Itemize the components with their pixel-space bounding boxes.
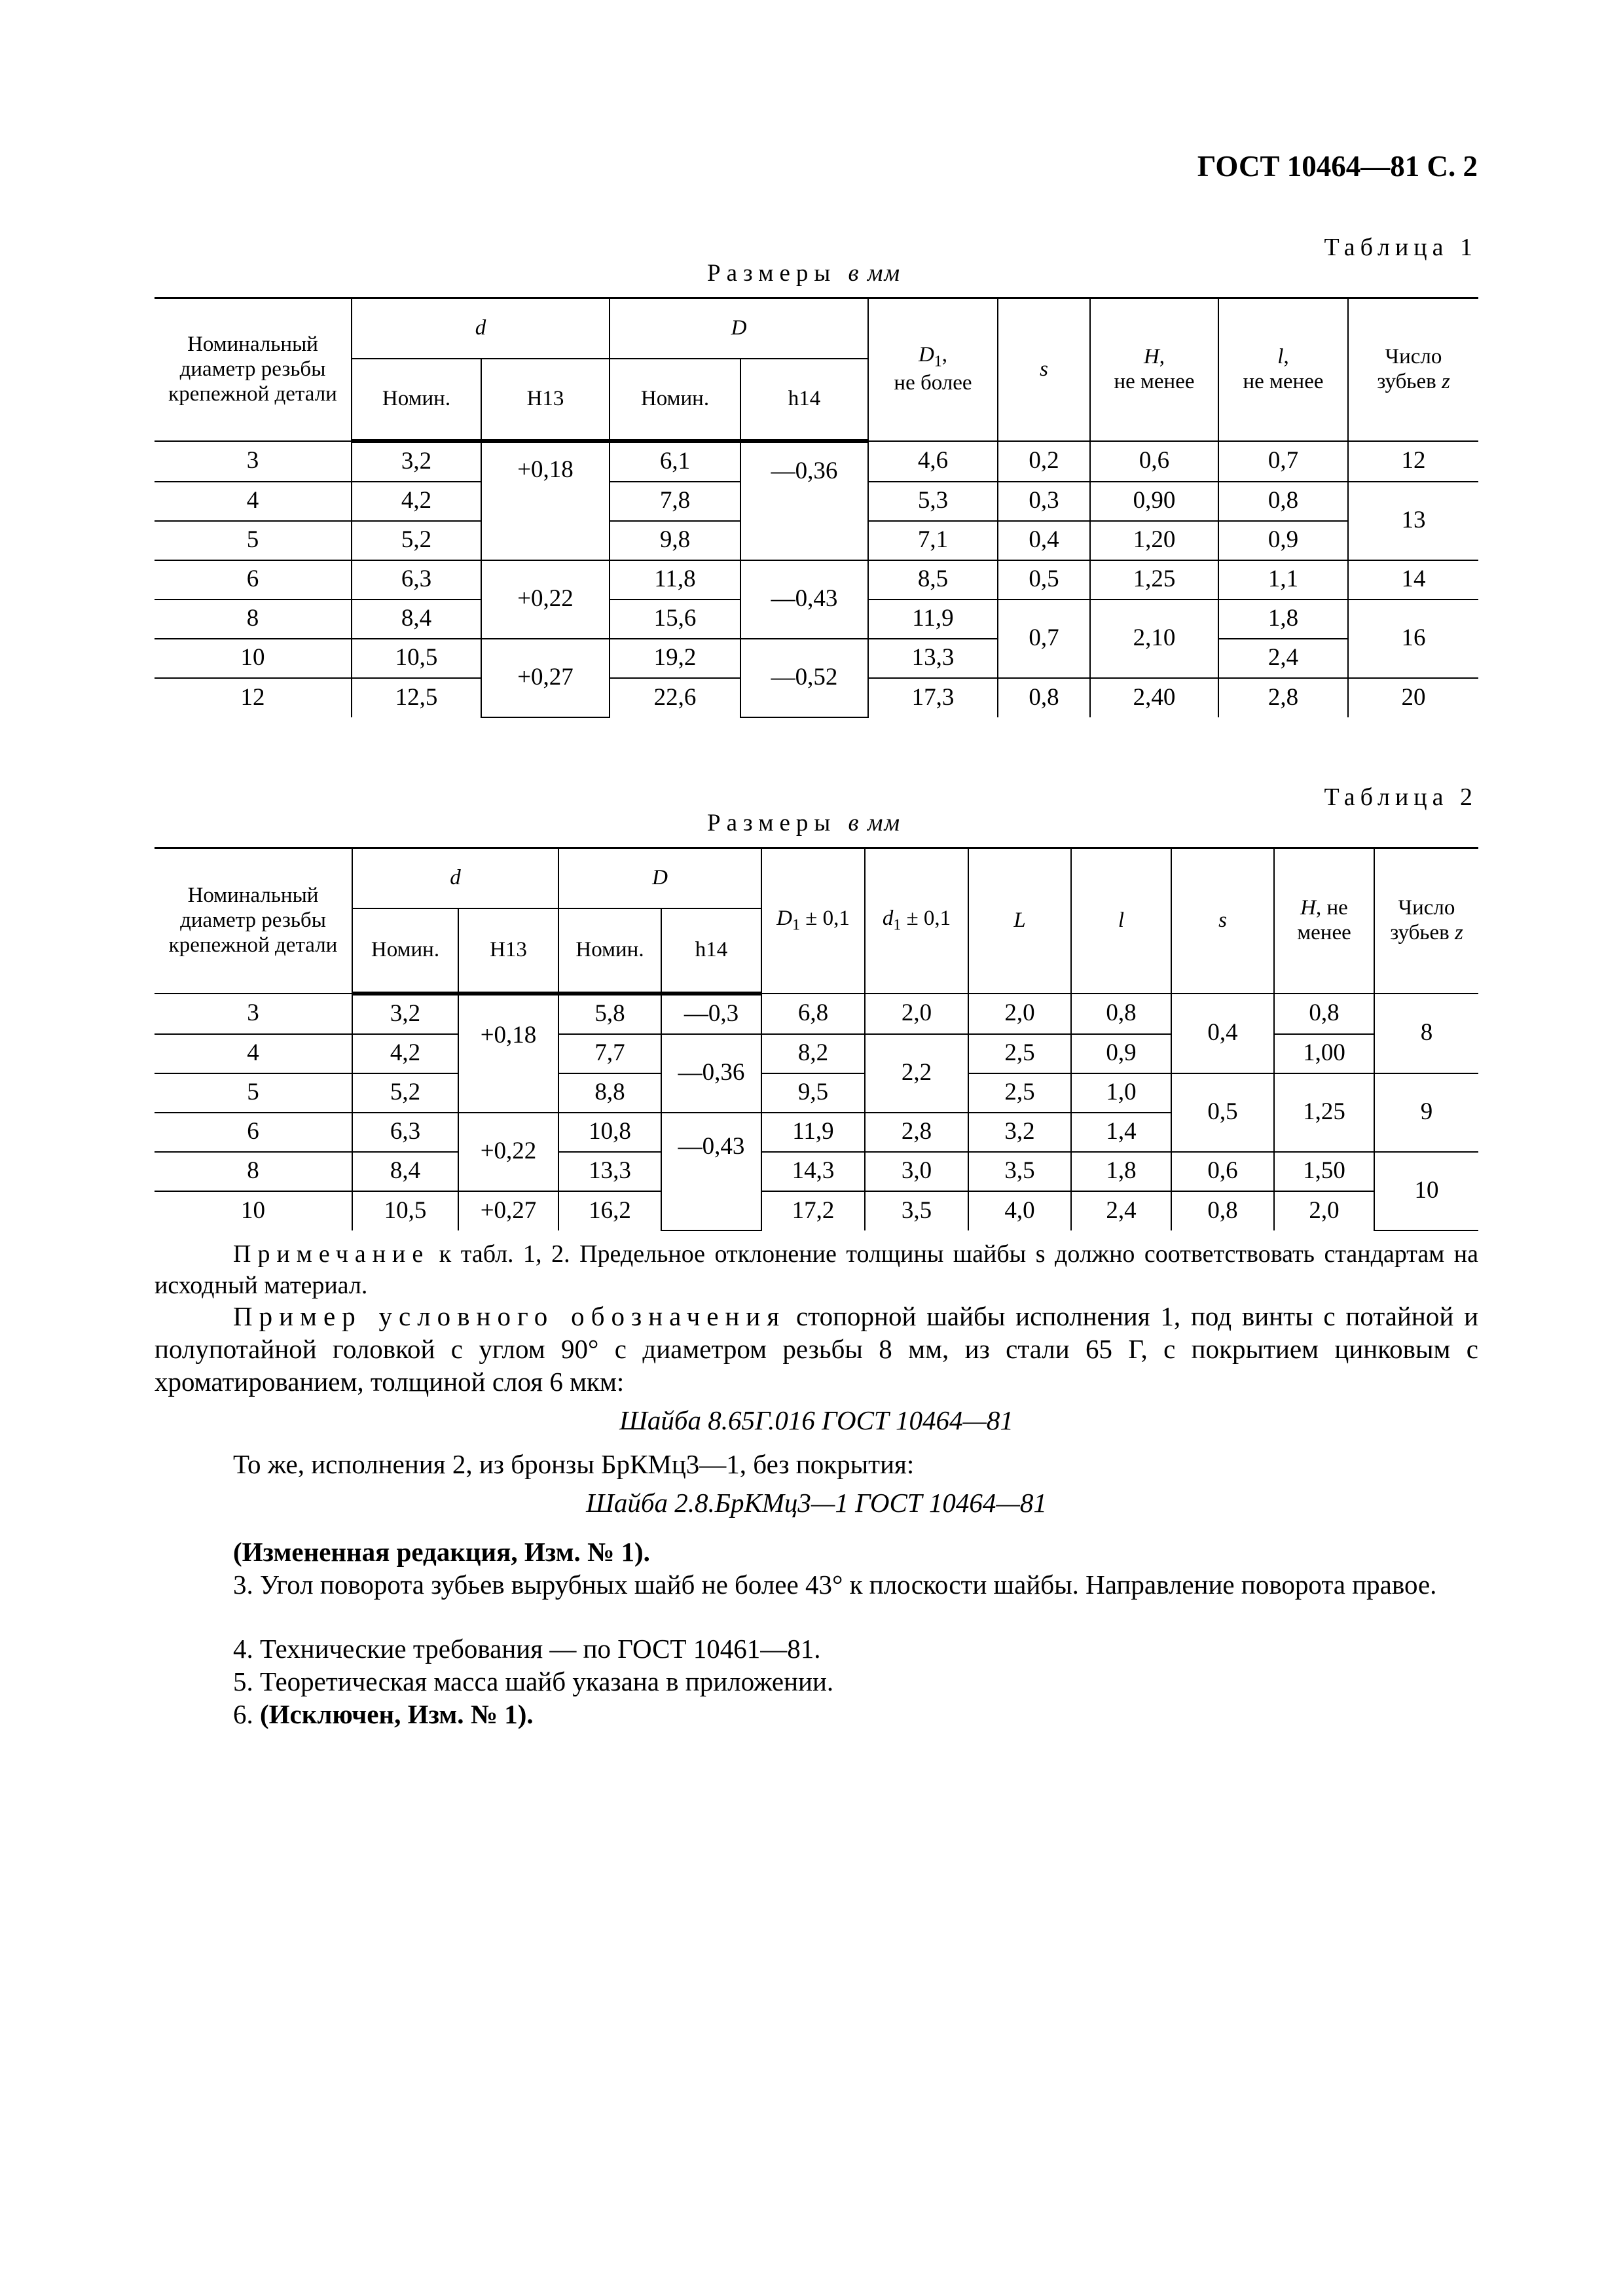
table-cell: 0,7 — [1218, 441, 1348, 482]
table-cell: 15,6 — [610, 600, 740, 639]
table-cell: 5 — [155, 1073, 352, 1113]
table-cell: 8 — [155, 1152, 352, 1191]
t1-h-nominal: Номинальный диаметр резьбы крепежной детали — [155, 298, 352, 441]
table-cell: 2,8 — [865, 1113, 968, 1152]
table-cell: 1,0 — [1071, 1073, 1171, 1113]
item-6 — [155, 1698, 1478, 1731]
table2-units-label: Размеры — [707, 810, 837, 836]
table-cell: 1,1 — [1218, 560, 1348, 600]
table2-units-value: в мм — [848, 810, 902, 836]
table-cell: +0,22 — [481, 560, 610, 639]
t2-h-H: H, не менее — [1274, 848, 1374, 994]
table-cell: 3,0 — [865, 1152, 968, 1191]
table-cell: 0,90 — [1090, 482, 1218, 521]
t1-h-H: H, не менее — [1090, 298, 1218, 441]
t1-h-s: s — [998, 298, 1090, 441]
table-cell: 2,10 — [1090, 600, 1218, 678]
table-cell: 0,5 — [1171, 1073, 1274, 1152]
table-cell: 8,8 — [558, 1073, 661, 1113]
t2-h-D: D — [558, 848, 761, 908]
note-label: Примечание — [233, 1240, 430, 1268]
table-cell: 12,5 — [352, 678, 481, 717]
table-cell: 2,5 — [968, 1073, 1071, 1113]
table-cell: 22,6 — [610, 678, 740, 717]
table2-caption: Таблица 2 — [1324, 783, 1478, 811]
table-cell: 2,4 — [1218, 639, 1348, 678]
table-cell: +0,22 — [458, 1113, 558, 1191]
table-cell: 8,4 — [352, 1152, 458, 1191]
table-cell: 1,8 — [1071, 1152, 1171, 1191]
table-cell: 0,2 — [998, 441, 1090, 482]
table-cell: 2,0 — [865, 994, 968, 1034]
table-cell: 1,00 — [1274, 1034, 1374, 1073]
page-header: ГОСТ 10464—81 С. 2 — [1197, 150, 1478, 183]
table-cell: 17,3 — [868, 678, 998, 717]
table-cell: —0,52 — [740, 639, 868, 717]
table-cell: 8,4 — [352, 600, 481, 639]
table-cell: 6 — [155, 560, 352, 600]
item-6-text: (Исключен, Изм. № 1). — [260, 1699, 534, 1729]
table-cell: +0,18 — [481, 441, 610, 560]
table-cell: 3 — [155, 441, 352, 482]
table-cell: 14,3 — [761, 1152, 865, 1191]
note-text: к табл. 1, 2. Предельное отклонение толщины шайбы s должно соответствовать стандартам на исходный материал. — [155, 1240, 1478, 1299]
designation-1: Шайба 8.65Г.016 ГОСТ 10464—81 — [619, 1405, 1013, 1435]
table-cell: 10,5 — [352, 1191, 458, 1230]
table-cell: 6,3 — [352, 560, 481, 600]
t1-h-l: l, не менее — [1218, 298, 1348, 441]
t2-h-D-h14: h14 — [661, 908, 761, 994]
table-cell: —0,36 — [740, 441, 868, 560]
designation-2: Шайба 2.8.БрКМц3—1 ГОСТ 10464—81 — [586, 1488, 1047, 1518]
table-cell: 3,5 — [968, 1152, 1071, 1191]
item-5: 5. Теоретическая масса шайб указана в приложении. — [233, 1666, 834, 1696]
table-cell: 9,8 — [610, 521, 740, 560]
table-cell: 0,4 — [998, 521, 1090, 560]
table-cell: 6,1 — [610, 441, 740, 482]
table-cell: 5,3 — [868, 482, 998, 521]
item-6-number: 6. — [233, 1699, 253, 1729]
table-cell: 2,0 — [968, 994, 1071, 1034]
table-cell: 0,7 — [998, 600, 1090, 678]
table-cell: 0,3 — [998, 482, 1090, 521]
table-cell: 20 — [1348, 678, 1478, 717]
table-cell: 0,4 — [1171, 994, 1274, 1073]
table-cell: 8 — [1374, 994, 1478, 1073]
table-cell: 13,3 — [558, 1152, 661, 1191]
table-cell: 0,8 — [1071, 994, 1171, 1034]
table-cell: 6,8 — [761, 994, 865, 1034]
table1-units — [707, 259, 901, 287]
table1-units-value: в мм — [848, 260, 902, 287]
table-cell: 7,7 — [558, 1034, 661, 1073]
t2-h-d-nomin: Номин. — [352, 908, 458, 994]
table-cell: 3,2 — [968, 1113, 1071, 1152]
t2-h-nominal: Номинальный диаметр резьбы крепежной детали — [155, 848, 352, 994]
table-cell: —0,3 — [661, 994, 761, 1034]
t2-h-l: l — [1071, 848, 1171, 994]
table-cell: —0,36 — [661, 1034, 761, 1113]
table-cell: 11,9 — [761, 1113, 865, 1152]
table-cell: 12 — [155, 678, 352, 717]
same-paragraph: То же, исполнения 2, из бронзы БрКМц3—1, без покрытия: — [233, 1449, 915, 1479]
item-4: 4. Технические требования — по ГОСТ 10461—81. — [233, 1634, 821, 1664]
t2-h-D1: $D_1 \pm 0,1$ — [761, 848, 865, 994]
table-cell: 5 — [155, 521, 352, 560]
table-cell: 0,9 — [1218, 521, 1348, 560]
table-cell: 1,8 — [1218, 600, 1348, 639]
table-cell: 9 — [1374, 1073, 1478, 1152]
t2-h-z: Число зубьев z — [1374, 848, 1478, 994]
table-cell: 4,0 — [968, 1191, 1071, 1230]
table-cell: 9,5 — [761, 1073, 865, 1113]
table-cell: 0,8 — [1171, 1191, 1274, 1230]
t2-h-D-nomin: Номин. — [558, 908, 661, 994]
table-cell: 2,5 — [968, 1034, 1071, 1073]
table2 — [155, 847, 1478, 1231]
table-cell: 5,2 — [352, 521, 481, 560]
table-cell: 1,50 — [1274, 1152, 1374, 1191]
table-cell: 3,2 — [352, 441, 481, 482]
t1-h-D-nomin: Номин. — [610, 359, 740, 441]
table-cell: 10,5 — [352, 639, 481, 678]
table-cell: 2,40 — [1090, 678, 1218, 717]
table-cell: 7,8 — [610, 482, 740, 521]
table-cell: 10 — [1374, 1152, 1478, 1230]
table-cell: 0,8 — [998, 678, 1090, 717]
table-cell: 11,9 — [868, 600, 998, 639]
table2-units — [707, 809, 901, 837]
table-cell: 4 — [155, 482, 352, 521]
table-cell: 8,2 — [761, 1034, 865, 1073]
t2-h-s: s — [1171, 848, 1274, 994]
table-cell: 1,4 — [1071, 1113, 1171, 1152]
table-cell: 0,6 — [1090, 441, 1218, 482]
t1-h-d: d — [352, 298, 610, 359]
table-cell: +0,27 — [481, 639, 610, 717]
table-cell: 0,8 — [1218, 482, 1348, 521]
table-cell: 13,3 — [868, 639, 998, 678]
table-cell: 0,5 — [998, 560, 1090, 600]
table-cell: 1,25 — [1090, 560, 1218, 600]
table-cell: +0,27 — [458, 1191, 558, 1230]
table-cell: 17,2 — [761, 1191, 865, 1230]
table-cell: +0,18 — [458, 994, 558, 1113]
table-cell: 0,6 — [1171, 1152, 1274, 1191]
t1-h-d-h13: Н13 — [481, 359, 610, 441]
table-cell: 2,8 — [1218, 678, 1348, 717]
t2-h-L: L — [968, 848, 1071, 994]
table-cell: 14 — [1348, 560, 1478, 600]
table-cell: 3,2 — [352, 994, 458, 1034]
table-cell: 16 — [1348, 600, 1478, 678]
table-cell: 5,8 — [558, 994, 661, 1034]
table-cell: 2,4 — [1071, 1191, 1171, 1230]
item-3: 3. Угол поворота зубьев вырубных шайб не более 43° к плоскости шайбы. Направление поворота правое. — [233, 1570, 1437, 1600]
example-text: стопорной шайбы исполнения 1, под винты с потайной и полупотайной головкой с углом 90° с диаметром резьбы 8 мм, из стали 65 Г, с покрытием цинковым с хроматированием, толщиной слоя 6 мкм: — [155, 1301, 1479, 1397]
table-cell: 4,2 — [352, 482, 481, 521]
example-label: Пример условного обозначения — [233, 1301, 786, 1331]
table-cell: 1,25 — [1274, 1073, 1374, 1152]
table-cell: 10 — [155, 639, 352, 678]
table-cell: 10 — [155, 1191, 352, 1230]
table-cell: 10,8 — [558, 1113, 661, 1152]
table-cell: 5,2 — [352, 1073, 458, 1113]
table-cell: 3 — [155, 994, 352, 1034]
table-cell: 12 — [1348, 441, 1478, 482]
table-cell: 1,20 — [1090, 521, 1218, 560]
table-cell: 4,6 — [868, 441, 998, 482]
note — [155, 1238, 1478, 1301]
table-cell: 2,2 — [865, 1034, 968, 1113]
t1-h-D: D — [610, 298, 868, 359]
table-cell: 13 — [1348, 482, 1478, 560]
table-cell: 3,5 — [865, 1191, 968, 1230]
table-cell: 19,2 — [610, 639, 740, 678]
table1-units-label: Размеры — [707, 260, 837, 287]
table-cell: 4,2 — [352, 1034, 458, 1073]
table-cell: 8,5 — [868, 560, 998, 600]
table-cell: 16,2 — [558, 1191, 661, 1230]
t2-h-d-h13: Н13 — [458, 908, 558, 994]
example-paragraph — [155, 1300, 1478, 1398]
table-cell: 2,0 — [1274, 1191, 1374, 1230]
table-cell: 6 — [155, 1113, 352, 1152]
t2-h-d1: $d_1 \pm 0,1$ — [865, 848, 968, 994]
t1-h-d-nomin: Номин. — [352, 359, 481, 441]
t1-h-D1: $D_1$, не более — [868, 298, 998, 441]
table-cell: —0,43 — [661, 1113, 761, 1230]
amend-note: (Измененная редакция, Изм. № 1). — [233, 1537, 650, 1567]
t1-h-z: Число зубьев z — [1348, 298, 1478, 441]
table-cell: 6,3 — [352, 1113, 458, 1152]
table1 — [155, 297, 1478, 718]
table-cell: 0,8 — [1274, 994, 1374, 1034]
t1-h-D-h14: h14 — [740, 359, 868, 441]
table-cell: 4 — [155, 1034, 352, 1073]
table-cell: 7,1 — [868, 521, 998, 560]
t2-h-d: d — [352, 848, 558, 908]
table-cell: 8 — [155, 600, 352, 639]
table-cell: 0,9 — [1071, 1034, 1171, 1073]
table-cell: 11,8 — [610, 560, 740, 600]
table1-caption: Таблица 1 — [1324, 234, 1478, 261]
table-cell: —0,43 — [740, 560, 868, 639]
